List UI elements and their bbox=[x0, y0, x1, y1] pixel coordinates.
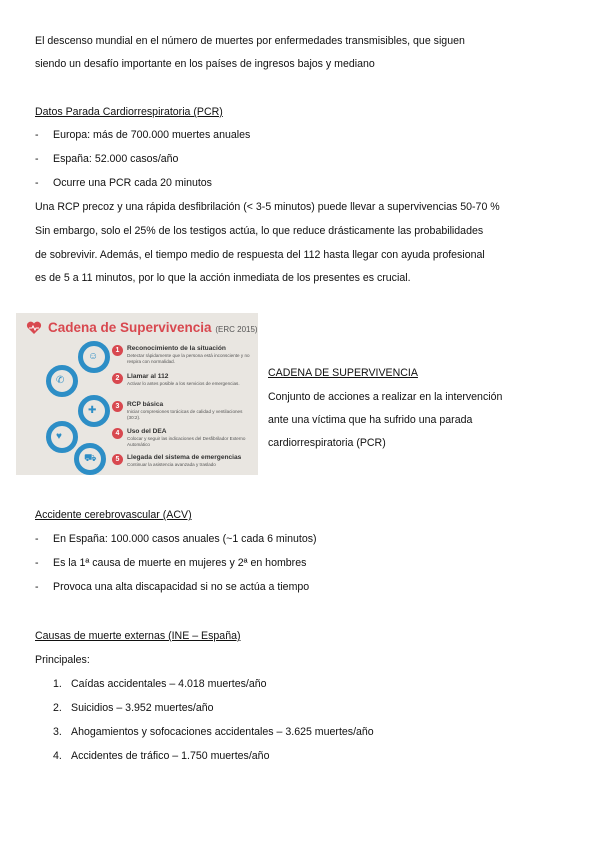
phone-icon: ✆ bbox=[46, 365, 78, 397]
list-number: 3. bbox=[53, 726, 62, 738]
bullet-marker: - bbox=[35, 533, 39, 545]
pcr-bullet: Europa: más de 700.000 muertes anuales bbox=[53, 129, 251, 141]
cadena-text-line: Conjunto de acciones a realizar en la intervención bbox=[268, 391, 503, 403]
step-description: Colocar y seguir las indicaciones del Desfibrilador Externo Automático bbox=[127, 436, 246, 447]
pcr-paragraph-line: de sobrevivir. Además, el tiempo medio de respuesta del 112 hasta llegar con ayuda profesional bbox=[35, 249, 485, 261]
cadena-text-line: cardiorrespiratoria (PCR) bbox=[268, 437, 386, 449]
chain-of-survival-figure bbox=[16, 313, 258, 475]
pcr-bullet: Ocurre una PCR cada 20 minutos bbox=[53, 177, 212, 189]
acv-bullet: Provoca una alta discapacidad si no se actúa a tiempo bbox=[53, 581, 310, 593]
bullet-marker: - bbox=[35, 177, 39, 189]
bullet-marker: - bbox=[35, 153, 39, 165]
bullet-marker: - bbox=[35, 129, 39, 141]
list-number: 2. bbox=[53, 702, 62, 714]
step-number: 2 bbox=[112, 373, 123, 384]
step-description: Continuar la asistencia avanzada y traslado bbox=[127, 462, 216, 467]
aed-icon: ♥ bbox=[46, 421, 78, 453]
bullet-marker: - bbox=[35, 557, 39, 569]
list-number: 4. bbox=[53, 750, 62, 762]
causas-item: Accidentes de tráfico – 1.750 muertes/año bbox=[71, 750, 270, 762]
step-number: 1 bbox=[112, 345, 123, 356]
figure-title: Cadena de Supervivencia (ERC 2015) bbox=[48, 320, 258, 335]
intro-line-1: El descenso mundial en el número de muertes por enfermedades transmisibles, que siguen bbox=[35, 35, 465, 47]
step-title: RCP básica bbox=[127, 401, 164, 408]
cpr-icon: ✚ bbox=[78, 395, 110, 427]
bullet-marker: - bbox=[35, 581, 39, 593]
list-number: 1. bbox=[53, 678, 62, 690]
step-description: Detectar rápidamente que la persona está inconsciente y no respira con normalidad. bbox=[127, 353, 250, 364]
pcr-paragraph-line: Sin embargo, solo el 25% de los testigos actúa, lo que reduce drásticamente las probabilidades bbox=[35, 225, 484, 237]
step-number: 3 bbox=[112, 401, 123, 412]
ambulance-icon: ⛟ bbox=[74, 443, 106, 475]
causas-item: Ahogamientos y sofocaciones accidentales – 3.625 muertes/año bbox=[71, 726, 374, 738]
step-number: 4 bbox=[112, 428, 123, 439]
step-title: Reconocimiento de la situación bbox=[127, 345, 226, 352]
step-number: 5 bbox=[112, 454, 123, 465]
causas-item: Suicidios – 3.952 muertes/año bbox=[71, 702, 214, 714]
acv-bullet: Es la 1ª causa de muerte en mujeres y 2ª en hombres bbox=[53, 557, 307, 569]
step-title: Llegada del sistema de emergencias bbox=[127, 454, 242, 461]
step-description: Activar lo antes posible a los servicios de emergencias. bbox=[127, 381, 240, 386]
causas-subheading: Principales: bbox=[35, 654, 90, 666]
pcr-paragraph-line: Una RCP precoz y una rápida desfibrilación (< 3-5 minutos) puede llevar a supervivencias 50-70 % bbox=[35, 201, 500, 213]
step-description: Iniciar compresiones torácicas de calidad y ventilaciones (30:2). bbox=[127, 409, 243, 420]
step-title: Uso del DEA bbox=[127, 428, 167, 435]
intro-line-2: siendo un desafío importante en los países de ingresos bajos y mediano bbox=[35, 58, 375, 70]
pcr-bullet: España: 52.000 casos/año bbox=[53, 153, 179, 165]
figure-subtitle: (ERC 2015) bbox=[215, 325, 258, 334]
causas-heading: Causas de muerte externas (INE – España) bbox=[35, 630, 241, 642]
causas-item: Caídas accidentales – 4.018 muertes/año bbox=[71, 678, 267, 690]
heart-icon bbox=[26, 321, 42, 335]
acv-bullet: En España: 100.000 casos anuales (~1 cada 6 minutos) bbox=[53, 533, 317, 545]
person-icon: ☺ bbox=[78, 341, 110, 373]
cadena-heading: CADENA DE SUPERVIVENCIA bbox=[268, 367, 418, 379]
pcr-heading: Datos Parada Cardiorrespiratoria (PCR) bbox=[35, 106, 223, 118]
cadena-text-line: ante una víctima que ha sufrido una parada bbox=[268, 414, 473, 426]
step-title: Llamar al 112 bbox=[127, 373, 169, 380]
acv-heading: Accidente cerebrovascular (ACV) bbox=[35, 509, 192, 521]
pcr-paragraph-line: es de 5 a 11 minutos, por lo que la acción inmediata de los presentes es crucial. bbox=[35, 272, 411, 284]
